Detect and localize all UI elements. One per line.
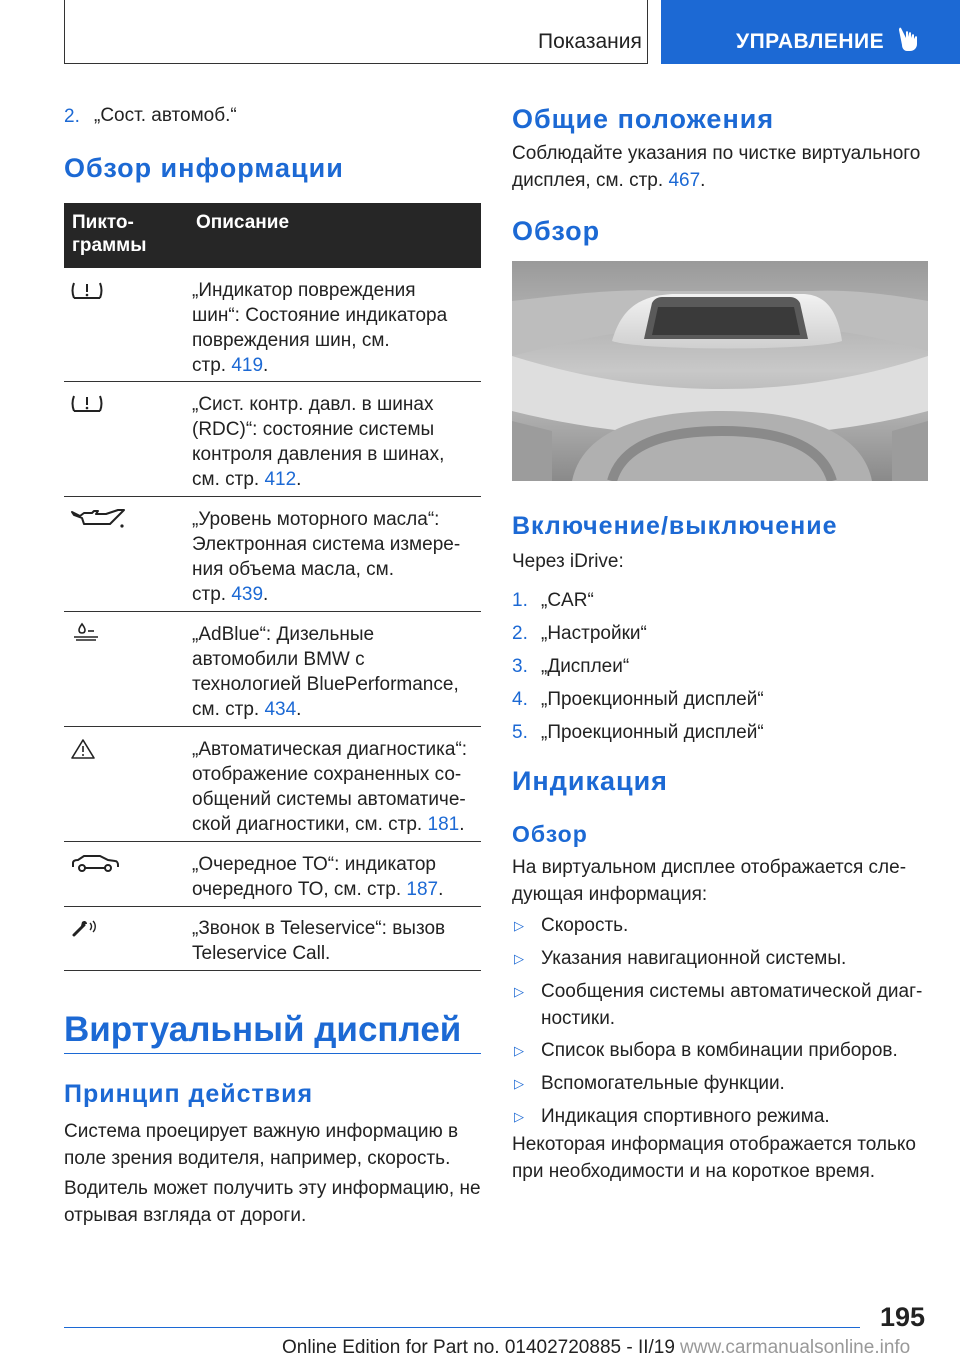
heading-overview: Обзор [512,216,601,246]
heading-sub-overview: Обзор [512,821,588,847]
page-link[interactable]: 439 [231,584,264,605]
step-number: 1. [512,590,528,611]
footer-edition: Online Edition for Part no. 01402720885 - II/19 [282,1337,675,1358]
step-text: „Дисплеи“ [541,656,630,677]
table-row-divider [64,970,481,971]
heading-underline [64,1053,481,1054]
table-row-desc: „Индикатор повреждения шин“: Состояние индикатора повреждения шин, см. стр. 419. [192,280,448,376]
bullet-triangle-icon: ▷ [514,1109,524,1124]
page-number: 195 [880,1302,926,1332]
pointing-hand-icon [897,26,921,52]
table-row-desc: „Автоматическая диагностика“: отображение сохраненных со- общений системы автоматиче- ской диагностики, см. стр. 181. [192,739,468,835]
heading-indication: Индикация [512,766,668,796]
wrench-phone-icon [70,917,104,939]
warning-triangle-icon [70,738,104,760]
bullet-text: Список выбора в комбинации приборов. [541,1040,898,1061]
hud-photo [512,261,928,481]
bullet-triangle-icon: ▷ [514,951,524,966]
footer-watermark: www.carmanualsonline.info [680,1337,911,1358]
step-number: 3. [512,656,528,677]
table-row-desc: „Звонок в Teleservice“: вызов Teleservice Call. [192,918,446,964]
general-paragraph: Соблюдайте указания по чистке виртуального дисплея, см. стр. 467. [512,143,921,191]
service-car-icon [70,852,120,874]
indication-paragraph: На виртуальном дисплее отображается сле- дующая информация: [512,857,907,905]
page-link[interactable]: 412 [264,469,297,490]
table-row-desc: „Сист. контр. давл. в шинах (RDC)“: состояние системы контроля давления в шинах, см. стр. 412. [192,394,445,490]
step-text: „Настройки“ [541,623,647,644]
step-number: 2. [512,623,528,644]
bullet-triangle-icon: ▷ [514,984,524,999]
tire-pressure-icon [70,280,104,302]
page-link[interactable]: 187 [406,879,439,900]
table-header-col1-line1: Пикто- [72,212,134,233]
header-tab-label[interactable]: Показания [538,30,642,53]
page-link[interactable]: 419 [231,355,264,376]
step-number: 4. [512,689,528,710]
bullet-text: Индикация спортивного режима. [541,1106,830,1127]
table-row-divider [64,726,481,727]
heading-overview-info: Обзор информации [64,153,344,183]
bullet-text: Сообщения системы автоматической диаг- ностики. [541,981,923,1029]
heading-on-off: Включение/выключение [512,512,838,540]
list-item-text: „Сост. автомоб.“ [94,105,237,126]
step-text: „Проекционный дисплей“ [541,722,764,743]
bullet-text: Скорость. [541,915,629,936]
table-row-divider [64,906,481,907]
table-row-divider [64,496,481,497]
table-row-desc: „Очередное ТО“: индикатор очередного ТО, см. стр. 187. [192,854,444,900]
page-link[interactable]: 181 [427,814,460,835]
bullet-triangle-icon: ▷ [514,1076,524,1091]
oil-can-icon [70,506,126,530]
adblue-icon [70,621,104,643]
footer-rule [64,1327,860,1328]
page-link[interactable]: 467 [668,170,701,191]
principle-paragraph-1: Система проецирует важную информацию в поле зрения водителя, например, скорость. [64,1121,459,1169]
bullet-text: Указания навигационной системы. [541,948,847,969]
bullet-triangle-icon: ▷ [514,918,524,933]
table-row-divider [64,611,481,612]
page-link[interactable]: 434 [264,699,297,720]
heading-principle: Принцип действия [64,1080,314,1108]
table-row-desc: „Уровень моторного масла“: Электронная система измере- ния объема масла, см. стр. 439. [192,509,461,605]
heading-virtual-display: Виртуальный дисплей [64,1010,462,1049]
tire-pressure-icon [70,393,104,415]
table-row-divider [64,381,481,382]
table-header-col2: Описание [196,212,290,233]
final-paragraph: Некоторая информация отображается только при необходимости и на короткое время. [512,1134,916,1182]
principle-paragraph-2: Водитель может получить эту информацию, не отрывая взгляда от дороги. [64,1178,481,1226]
heading-general: Общие положения [512,104,775,134]
table-row-desc: „AdBlue“: Дизельные автомобили BMW с технологией BluePerformance, см. стр. 434. [192,624,459,720]
table-header-col1-line2: граммы [72,235,147,256]
list-number: 2. [64,106,80,127]
step-text: „Проекционный дисплей“ [541,689,764,710]
step-text: „CAR“ [541,590,594,611]
table-row-divider [64,841,481,842]
bullet-triangle-icon: ▷ [514,1043,524,1058]
via-text: Через iDrive: [512,551,624,572]
bullet-text: Вспомогательные функции. [541,1073,785,1094]
header-section-label[interactable]: УПРАВЛЕНИЕ [736,30,885,53]
step-number: 5. [512,722,528,743]
